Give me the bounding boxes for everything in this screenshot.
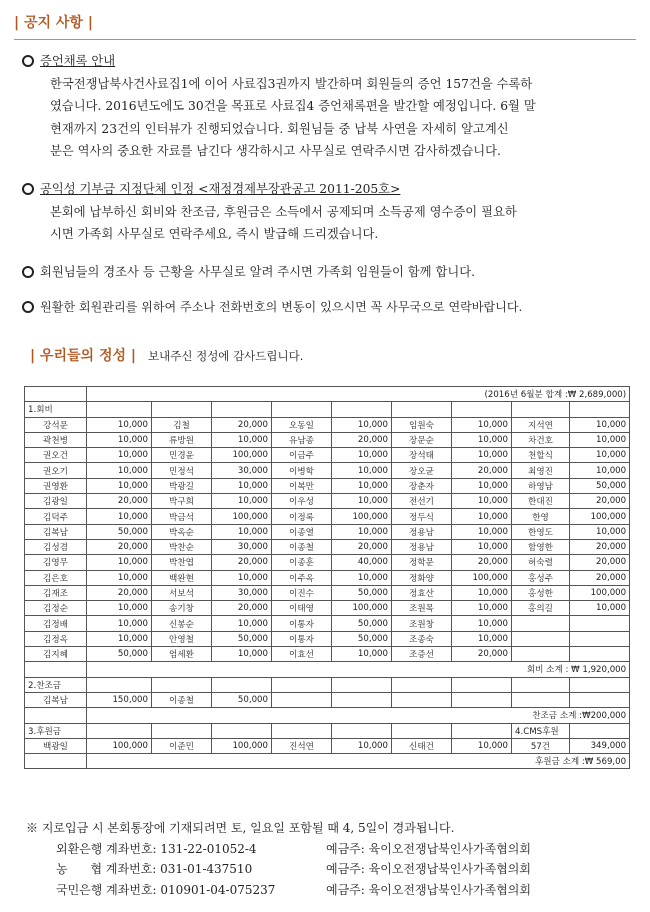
amount-cell: 20,000	[570, 539, 630, 554]
amount-cell: 10,000	[212, 647, 272, 662]
donor-name-cell: 이우성	[272, 494, 332, 509]
amount-cell: 20,000	[212, 555, 272, 570]
amount-cell: 10,000	[87, 509, 152, 524]
notice-item-1-heading: 증언채록 안내	[40, 54, 116, 68]
amount-cell	[570, 692, 630, 707]
donor-name-cell: 이준민	[152, 738, 212, 753]
donor-name-cell: 하영남	[512, 478, 570, 493]
table-row	[25, 539, 630, 554]
empty-cell	[332, 402, 392, 417]
donor-name-cell: 권오기	[25, 463, 87, 478]
donor-name-cell: 김정배	[25, 616, 87, 631]
empty-cell	[392, 677, 452, 692]
notice-item-2-line: 시면 가족회 사무실로 연락주세요, 즉시 발급해 드리겠습니다.	[50, 227, 379, 241]
amount-cell: 10,000	[452, 448, 512, 463]
donor-name-cell: 홍의길	[512, 601, 570, 616]
table-row	[25, 585, 630, 600]
empty-cell	[570, 677, 630, 692]
category-label: 3.후원금	[25, 723, 87, 738]
amount-cell: 10,000	[87, 631, 152, 646]
donor-name-cell: 김광일	[25, 494, 87, 509]
empty-cell	[25, 754, 87, 769]
grand-total-cell: (2016년 6월분 합계 :₩ 2,689,000)	[87, 387, 630, 402]
donor-name-cell: 전선기	[392, 494, 452, 509]
donor-name-cell: 서보석	[152, 585, 212, 600]
donor-name-cell: 이병학	[272, 463, 332, 478]
amount-cell	[332, 692, 392, 707]
empty-cell	[212, 677, 272, 692]
empty-cell	[25, 708, 87, 723]
amount-cell: 50,000	[570, 478, 630, 493]
donor-name-cell: 함영한	[512, 539, 570, 554]
donor-name-cell	[392, 692, 452, 707]
donor-name-cell: 이통자	[272, 631, 332, 646]
empty-cell	[452, 723, 512, 738]
notice-item-1-line: 현재까지 23건의 인터뷰가 진행되었습니다. 회원님들 중 납북 사연을 자세히 알고계신	[50, 121, 509, 136]
donor-name-cell: 홍성주	[512, 570, 570, 585]
donor-name-cell	[512, 616, 570, 631]
donor-name-cell: 장석태	[392, 448, 452, 463]
notice-divider	[14, 39, 636, 40]
donor-name-cell: 이종훈	[272, 555, 332, 570]
empty-cell	[392, 402, 452, 417]
amount-cell: 20,000	[452, 555, 512, 570]
donor-name-cell: 유남종	[272, 432, 332, 447]
donor-name-cell: 정용남	[392, 524, 452, 539]
donor-name-cell: 민정석	[152, 463, 212, 478]
amount-cell: 10,000	[452, 524, 512, 539]
donor-name-cell: 김재조	[25, 585, 87, 600]
donor-name-cell: 신태건	[392, 738, 452, 753]
donation-section-title	[30, 345, 303, 365]
empty-cell	[87, 402, 152, 417]
amount-cell: 10,000	[452, 616, 512, 631]
donor-name-cell: 정화양	[392, 570, 452, 585]
amount-cell: 20,000	[87, 539, 152, 554]
amount-cell: 50,000	[212, 631, 272, 646]
amount-cell: 20,000	[212, 417, 272, 432]
amount-cell: 10,000	[212, 524, 272, 539]
amount-cell: 10,000	[212, 478, 272, 493]
bank-account: 농 협 계좌번호: 031-01-437510	[56, 862, 253, 876]
amount-cell: 10,000	[332, 463, 392, 478]
account-holder: 예금주: 육이오전쟁납북인사가족협의회	[326, 882, 531, 897]
donor-name-cell: 엄세환	[152, 647, 212, 662]
amount-cell: 50,000	[332, 616, 392, 631]
donor-name-cell: 신봉순	[152, 616, 212, 631]
account-line	[56, 880, 636, 901]
donor-name-cell: 장춘자	[392, 478, 452, 493]
donation-table	[24, 386, 630, 769]
table-row	[25, 432, 630, 447]
donor-name-cell: 임원숙	[392, 417, 452, 432]
donor-name-cell: 이통자	[272, 616, 332, 631]
amount-cell: 10,000	[452, 478, 512, 493]
notice-item-1	[22, 50, 632, 163]
donor-name-cell	[512, 631, 570, 646]
amount-cell: 100,000	[452, 570, 512, 585]
empty-cell	[272, 677, 332, 692]
donor-name-cell: 박찬엽	[152, 555, 212, 570]
donation-title: | 우리들의 정성 |	[30, 348, 136, 364]
donor-name-cell: 허숙렬	[512, 555, 570, 570]
donor-name-cell: 정용남	[392, 539, 452, 554]
empty-cell	[392, 723, 452, 738]
amount-cell: 20,000	[332, 539, 392, 554]
donor-name-cell: 한대진	[512, 494, 570, 509]
empty-cell	[332, 677, 392, 692]
donor-name-cell: 이진수	[272, 585, 332, 600]
donor-name-cell: 이주옥	[272, 570, 332, 585]
table-row	[25, 555, 630, 570]
donor-name-cell: 박광길	[152, 478, 212, 493]
amount-cell: 10,000	[332, 570, 392, 585]
amount-cell: 20,000	[212, 601, 272, 616]
amount-cell: 10,000	[570, 448, 630, 463]
donor-name-cell: 김복남	[25, 524, 87, 539]
amount-cell: 10,000	[87, 432, 152, 447]
donor-name-cell: 정효산	[392, 585, 452, 600]
table-row	[25, 692, 630, 707]
membership-subtotal-row	[25, 662, 630, 677]
empty-cell	[452, 402, 512, 417]
bullet-icon	[22, 55, 34, 67]
amount-cell: 10,000	[452, 494, 512, 509]
donor-name-cell	[272, 692, 332, 707]
amount-cell: 50,000	[87, 524, 152, 539]
empty-cell	[332, 723, 392, 738]
donor-name-cell: 권영환	[25, 478, 87, 493]
donor-name-cell: 박옥순	[152, 524, 212, 539]
amount-cell: 10,000	[87, 463, 152, 478]
amount-cell: 20,000	[570, 570, 630, 585]
donor-name-cell: 곽천병	[25, 432, 87, 447]
amount-cell: 20,000	[570, 494, 630, 509]
amount-cell: 150,000	[87, 692, 152, 707]
amount-cell: 10,000	[332, 524, 392, 539]
amount-cell: 20,000	[452, 463, 512, 478]
amount-cell: 10,000	[332, 738, 392, 753]
donor-name-cell: 박찬순	[152, 539, 212, 554]
donor-name-cell: 송기창	[152, 601, 212, 616]
table-row	[25, 601, 630, 616]
donor-name-cell: 박금석	[152, 509, 212, 524]
amount-cell: 349,000	[570, 738, 630, 753]
amount-cell: 10,000	[212, 570, 272, 585]
donor-name-cell: 이종철	[152, 692, 212, 707]
subtotal-cell: 찬조금 소계 :₩200,000	[87, 708, 630, 723]
table-row	[25, 463, 630, 478]
account-line	[56, 859, 636, 880]
amount-cell: 20,000	[87, 494, 152, 509]
amount-cell: 10,000	[570, 463, 630, 478]
table-row	[25, 647, 630, 662]
donor-name-cell: 조종숙	[392, 631, 452, 646]
table-row	[25, 570, 630, 585]
notice-item-4	[22, 296, 642, 319]
amount-cell	[570, 647, 630, 662]
amount-cell: 10,000	[452, 432, 512, 447]
donor-name-cell: 김복남	[25, 692, 87, 707]
amount-cell: 10,000	[87, 555, 152, 570]
subtotal-cell: 회비 소계 : ₩ 1,920,000	[87, 662, 630, 677]
empty-cell	[212, 723, 272, 738]
donor-name-cell: 정학문	[392, 555, 452, 570]
amount-cell: 30,000	[212, 539, 272, 554]
amount-cell: 10,000	[332, 448, 392, 463]
table-row	[25, 509, 630, 524]
account-list	[26, 839, 636, 901]
amount-cell: 10,000	[452, 417, 512, 432]
donor-name-cell: 최영진	[512, 463, 570, 478]
empty-cell	[570, 402, 630, 417]
support-subtotal-row	[25, 754, 630, 769]
empty-cell	[87, 723, 152, 738]
donor-name-cell: 조원창	[392, 616, 452, 631]
amount-cell: 100,000	[570, 585, 630, 600]
amount-cell: 10,000	[570, 417, 630, 432]
donor-name-cell: 홍성한	[512, 585, 570, 600]
support-label-row	[25, 723, 630, 738]
table-row	[25, 616, 630, 631]
donor-name-cell: 정두식	[392, 509, 452, 524]
amount-cell: 100,000	[212, 448, 272, 463]
donor-name-cell: 오동일	[272, 417, 332, 432]
amount-cell: 20,000	[452, 647, 512, 662]
donor-name-cell: 이금주	[272, 448, 332, 463]
empty-cell	[452, 677, 512, 692]
amount-cell: 20,000	[87, 585, 152, 600]
amount-cell: 10,000	[87, 417, 152, 432]
notice-section-title: | 공지 사항 |	[14, 15, 93, 31]
amount-cell: 10,000	[332, 494, 392, 509]
donor-name-cell: 한영	[512, 509, 570, 524]
donor-name-cell: 이복만	[272, 478, 332, 493]
empty-cell	[25, 387, 87, 402]
amount-cell: 10,000	[570, 524, 630, 539]
amount-cell: 100,000	[87, 738, 152, 753]
donor-name-cell: 김정옥	[25, 631, 87, 646]
amount-cell: 10,000	[87, 601, 152, 616]
notice-item-2-line: 본회에 납부하신 회비와 찬조금, 후원금은 소득에서 공제되며 소득공제 영수증이 필요하	[50, 204, 517, 219]
account-holder: 예금주: 육이오전쟁납북인사가족협의회	[326, 862, 531, 876]
table-header-row	[25, 387, 630, 402]
amount-cell	[452, 692, 512, 707]
amount-cell: 100,000	[212, 509, 272, 524]
giro-note: ※ 지로입금 시 본회통장에 기재되려면 토, 일요일 포함될 때 4, 5일이 경과됩니다.	[26, 821, 455, 835]
amount-cell: 10,000	[87, 616, 152, 631]
amount-cell: 100,000	[332, 509, 392, 524]
empty-cell	[512, 402, 570, 417]
donation-subtitle: 보내주신 정성에 감사드립니다.	[148, 349, 304, 363]
empty-cell	[512, 677, 570, 692]
empty-cell	[212, 402, 272, 417]
empty-cell	[272, 723, 332, 738]
amount-cell: 50,000	[332, 631, 392, 646]
category-label: 1.회비	[25, 402, 87, 417]
amount-cell: 10,000	[332, 647, 392, 662]
amount-cell: 20,000	[570, 555, 630, 570]
notice-item-1-line: 였습니다. 2016년도에도 30건을 목표로 사료집4 증언채록편을 발간할 예정입니다. 6월 말	[50, 99, 536, 113]
empty-cell	[152, 723, 212, 738]
subtotal-cell: 후원금 소계 :₩ 569,00	[87, 754, 630, 769]
donor-name-cell: 57건	[512, 738, 570, 753]
table-row	[25, 417, 630, 432]
donor-name-cell: 조원목	[392, 601, 452, 616]
empty-cell	[152, 402, 212, 417]
bank-account: 국민은행 계좌번호: 010901-04-075237	[56, 882, 276, 897]
sponsorship-label-row	[25, 677, 630, 692]
donor-name-cell: 김성겸	[25, 539, 87, 554]
account-holder: 예금주: 육이오전쟁납북인사가족협의회	[326, 841, 531, 856]
notice-item-3-text: 회원님들의 경조사 등 근황을 사무실로 알려 주시면 가족회 임원들이 함께 합니다.	[40, 265, 475, 279]
amount-cell: 10,000	[87, 570, 152, 585]
donor-name-cell: 민경윤	[152, 448, 212, 463]
donor-name-cell: 권오건	[25, 448, 87, 463]
table-row	[25, 524, 630, 539]
amount-cell: 100,000	[212, 738, 272, 753]
amount-cell: 10,000	[452, 631, 512, 646]
donor-name-cell: 류방원	[152, 432, 212, 447]
donor-name-cell: 진석연	[272, 738, 332, 753]
amount-cell: 10,000	[212, 494, 272, 509]
amount-cell: 10,000	[87, 448, 152, 463]
amount-cell: 10,000	[332, 478, 392, 493]
amount-cell: 10,000	[87, 478, 152, 493]
amount-cell: 10,000	[212, 616, 272, 631]
donor-name-cell: 강석문	[25, 417, 87, 432]
donor-name-cell: 이효선	[272, 647, 332, 662]
notice-item-3	[22, 261, 637, 284]
donor-name-cell: 이종열	[272, 524, 332, 539]
amount-cell: 10,000	[452, 585, 512, 600]
amount-cell: 10,000	[452, 509, 512, 524]
donor-name-cell: 장문순	[392, 432, 452, 447]
category-label: 2.찬조금	[25, 677, 87, 692]
donor-name-cell: 박구희	[152, 494, 212, 509]
amount-cell: 10,000	[570, 601, 630, 616]
empty-cell	[272, 402, 332, 417]
donor-name-cell: 김지혜	[25, 647, 87, 662]
amount-cell: 100,000	[332, 601, 392, 616]
amount-cell: 50,000	[87, 647, 152, 662]
amount-cell: 10,000	[570, 432, 630, 447]
empty-cell	[25, 662, 87, 677]
bullet-icon	[22, 301, 34, 313]
empty-cell	[570, 723, 630, 738]
donor-name-cell: 안영철	[152, 631, 212, 646]
donor-name-cell: 김정순	[25, 601, 87, 616]
amount-cell	[570, 616, 630, 631]
donor-name-cell: 이태영	[272, 601, 332, 616]
donor-name-cell: 장오균	[392, 463, 452, 478]
donor-name-cell: 김은호	[25, 570, 87, 585]
footer	[26, 818, 636, 900]
donor-name-cell: 이종철	[272, 539, 332, 554]
donor-name-cell: 백광일	[25, 738, 87, 753]
amount-cell: 50,000	[212, 692, 272, 707]
notice-item-2	[22, 178, 632, 246]
bank-account: 외환은행 계좌번호: 131-22-01052-4	[56, 841, 257, 856]
amount-cell: 50,000	[332, 585, 392, 600]
donor-name-cell: 김덕주	[25, 509, 87, 524]
empty-cell	[87, 677, 152, 692]
amount-cell: 10,000	[212, 432, 272, 447]
donor-name-cell: 이정록	[272, 509, 332, 524]
sponsorship-subtotal-row	[25, 708, 630, 723]
amount-cell: 10,000	[452, 738, 512, 753]
amount-cell: 100,000	[570, 509, 630, 524]
amount-cell: 10,000	[332, 417, 392, 432]
notice-item-2-heading: 공익성 기부금 지정단체 인정 <재정경제부장관공고 2011-205호>	[40, 182, 401, 196]
donor-name-cell: 김철	[152, 417, 212, 432]
table-row	[25, 478, 630, 493]
donor-name-cell: 한영도	[512, 524, 570, 539]
donor-name-cell	[512, 692, 570, 707]
amount-cell: 30,000	[212, 585, 272, 600]
amount-cell: 30,000	[212, 463, 272, 478]
table-row	[25, 494, 630, 509]
cms-label: 4.CMS후원	[512, 723, 570, 738]
donation-table-body	[25, 387, 630, 769]
empty-cell	[152, 677, 212, 692]
bullet-icon	[22, 183, 34, 195]
table-row	[25, 631, 630, 646]
bullet-icon	[22, 266, 34, 278]
amount-cell: 10,000	[452, 539, 512, 554]
donor-name-cell: 천할식	[512, 448, 570, 463]
donor-name-cell: 차건호	[512, 432, 570, 447]
amount-cell: 40,000	[332, 555, 392, 570]
donor-name-cell: 김영무	[25, 555, 87, 570]
membership-label-row	[25, 402, 630, 417]
donor-name-cell: 조증선	[392, 647, 452, 662]
donor-name-cell	[512, 647, 570, 662]
amount-cell: 10,000	[452, 601, 512, 616]
notice-item-1-line: 분은 역사의 중요한 자료를 남긴다 생각하시고 사무실로 연락주시면 감사하겠습니다.	[50, 144, 501, 158]
donor-name-cell: 백완현	[152, 570, 212, 585]
table-row	[25, 738, 630, 753]
notice-item-4-text: 원활한 회원관리를 위하여 주소나 전화번호의 변동이 있으시면 꼭 사무국으로 연락바랍니다.	[40, 300, 523, 314]
table-row	[25, 448, 630, 463]
notice-item-1-line: 한국전쟁납북사건사료집1에 이어 사료집3권까지 발간하며 회원들의 증언 157건을 수록하	[50, 76, 533, 91]
amount-cell: 20,000	[332, 432, 392, 447]
account-line	[56, 839, 636, 860]
amount-cell	[570, 631, 630, 646]
donor-name-cell: 지석연	[512, 417, 570, 432]
